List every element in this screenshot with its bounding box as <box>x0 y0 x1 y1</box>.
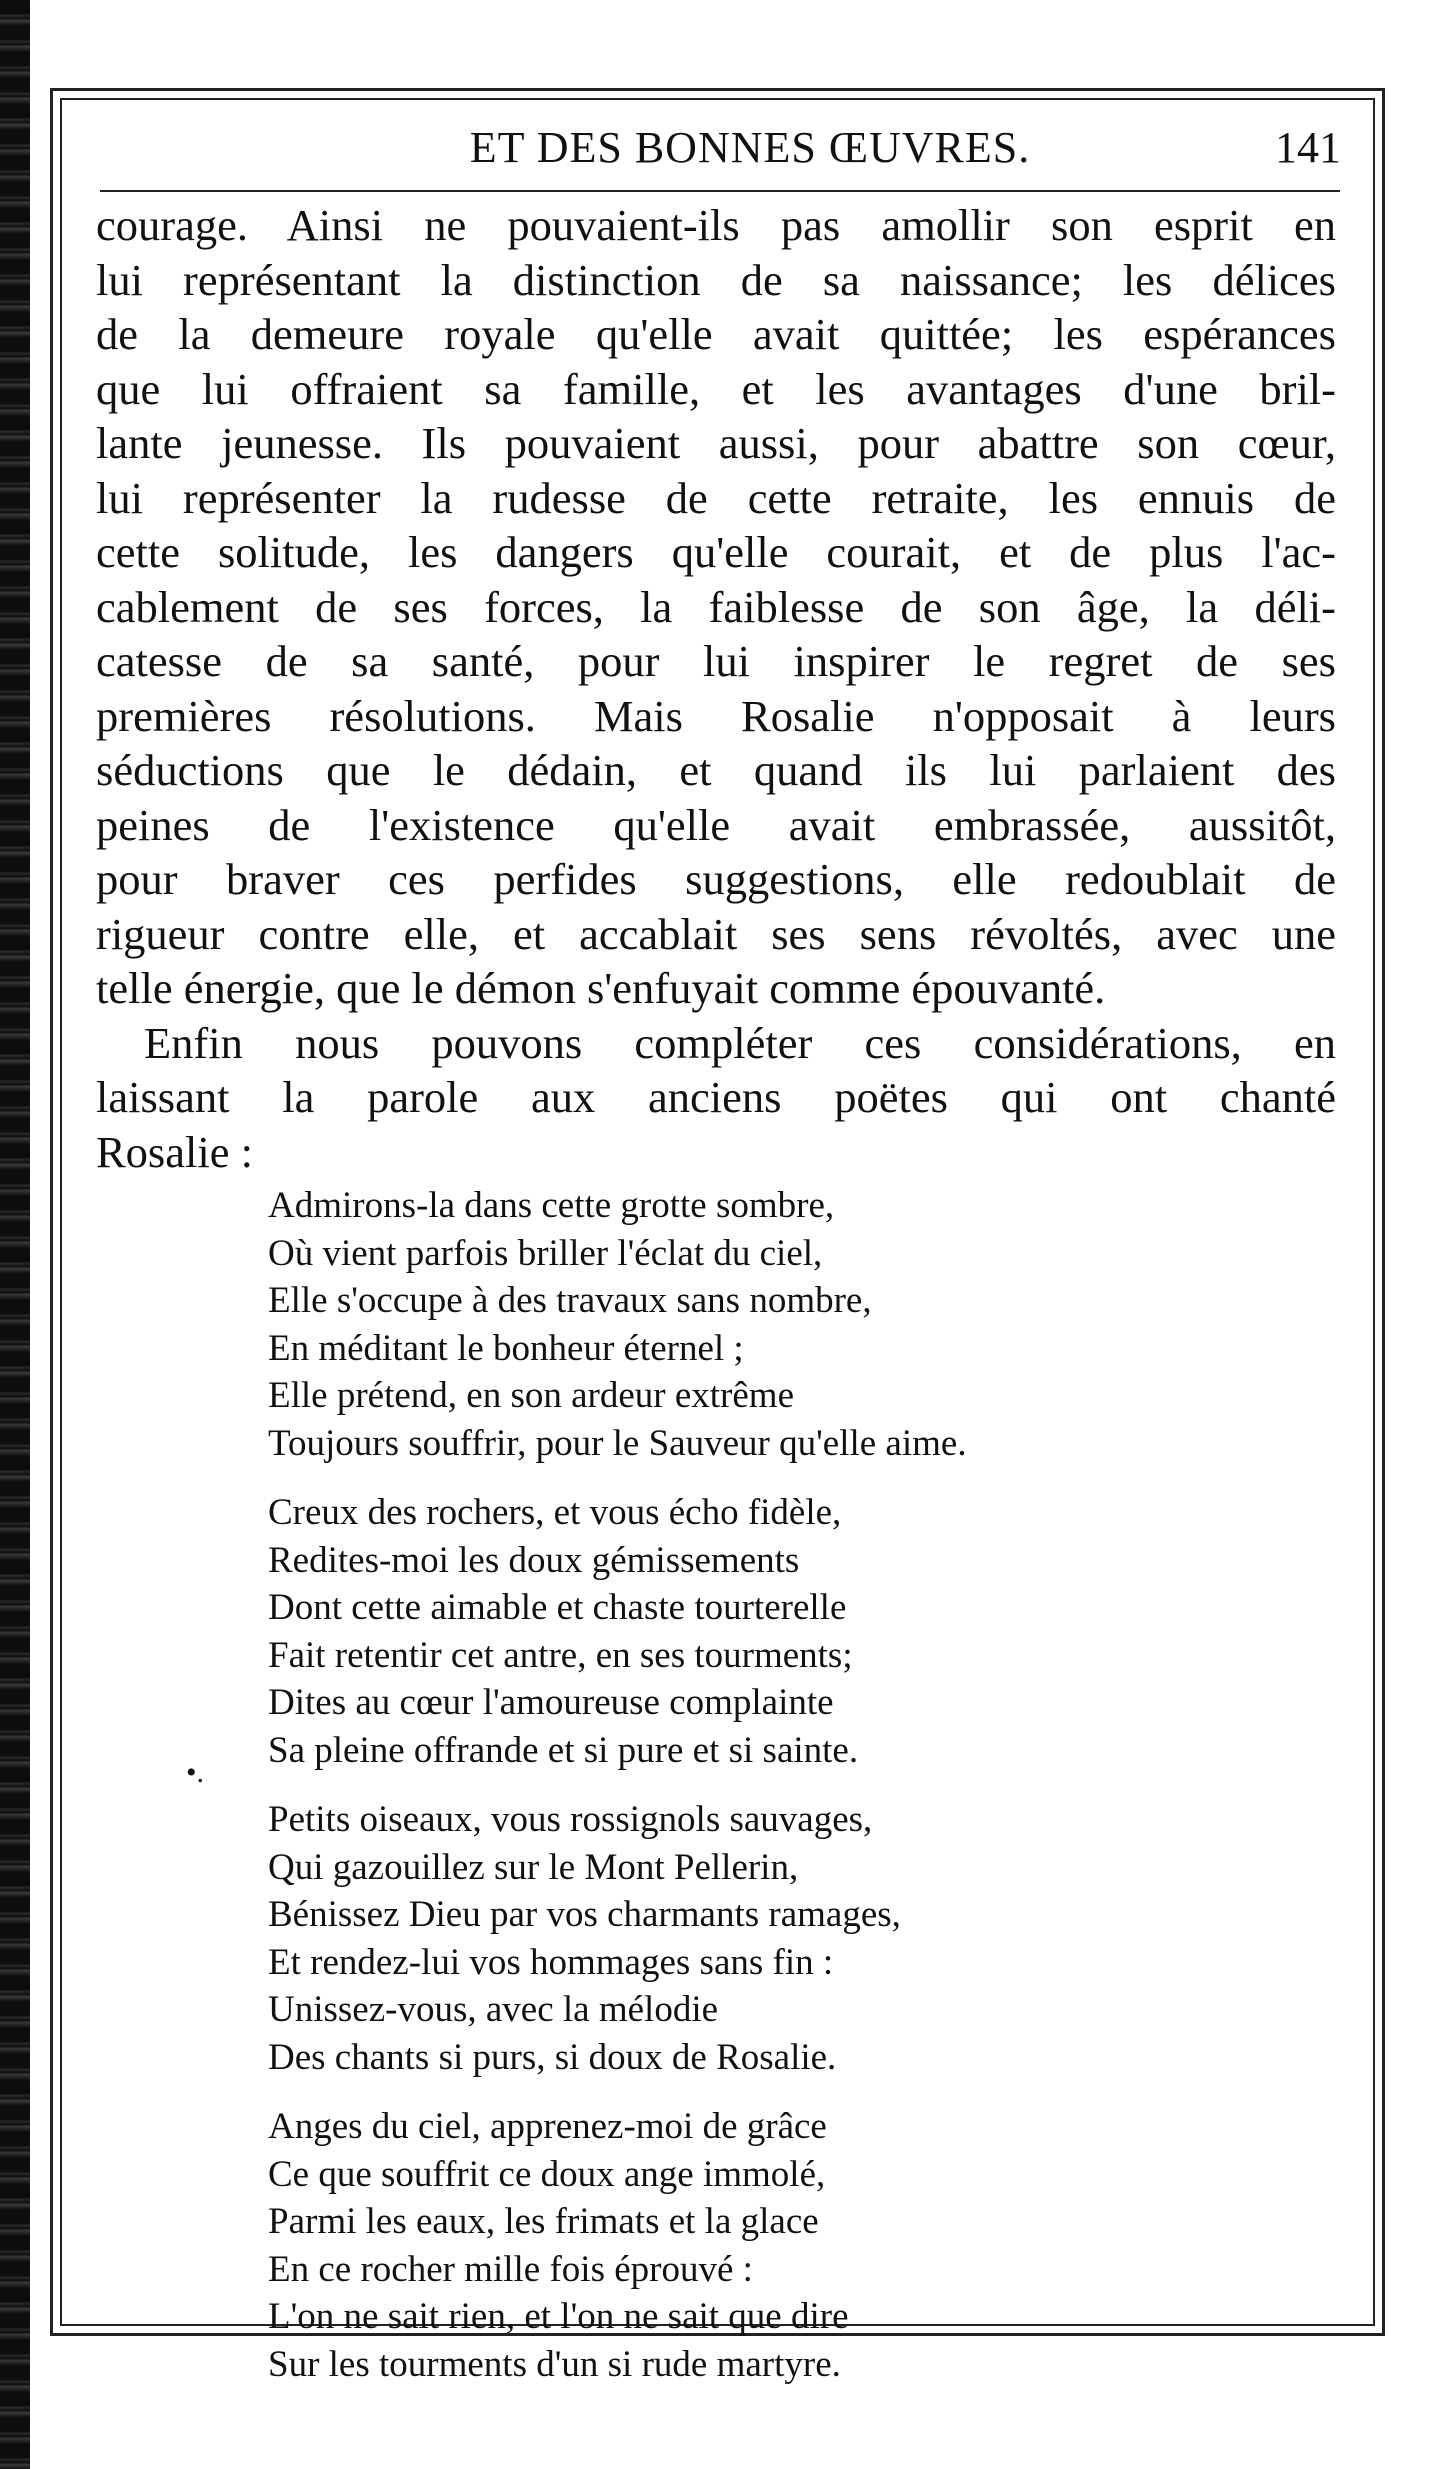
prose-line: lante jeunesse. Ils pouvaient aussi, pour abattre son cœur, <box>96 418 1336 468</box>
stanza <box>268 1796 1348 2081</box>
prose-line: Rosalie : <box>96 1126 253 1177</box>
verse-line: Anges du ciel, apprenez-moi de grâce <box>268 2106 827 2147</box>
verse-line: L'on ne sait rien, et l'on ne sait que dire <box>268 2296 849 2337</box>
prose-line: lui représentant la distinction de sa naissance; les délices <box>96 254 1336 305</box>
prose-line: séductions que le dédain, et quand ils lui parlaient des <box>96 745 1336 795</box>
verse-block <box>268 1182 1348 2410</box>
prose-line: peines de l'existence qu'elle avait embrassée, aussitôt, <box>96 799 1336 850</box>
verse-line: Admirons-la dans cette grotte sombre, <box>268 1185 835 1226</box>
page-number: 141 <box>1275 123 1341 172</box>
prose-line: de la demeure royale qu'elle avait quittée; les espérances <box>96 309 1336 359</box>
prose-line: telle énergie, que le démon s'enfuyait comme épouvanté. <box>96 963 1106 1013</box>
verse-line: Creux des rochers, et vous écho fidèle, <box>268 1492 842 1533</box>
prose-line: Enfin nous pouvons compléter ces considérations, en <box>144 1017 1336 1068</box>
verse-line: Bénissez Dieu par vos charmants ramages, <box>268 1894 901 1935</box>
binding-edge <box>0 0 30 2469</box>
prose-line: catesse de sa santé, pour lui inspirer le regret de ses <box>96 636 1336 686</box>
verse-line: Fait retentir cet antre, en ses tourments; <box>268 1634 853 1676</box>
verse-line: Ce que souffrit ce doux ange immolé, <box>268 2153 826 2195</box>
verse-line: Dont cette aimable et chaste tourterelle <box>268 1587 847 1628</box>
prose-line: cette solitude, les dangers qu'elle courait, et de plus l'ac- <box>96 527 1336 577</box>
stanza <box>268 1182 1348 1467</box>
prose-line: pour braver ces perfides suggestions, elle redoublait de <box>96 854 1336 904</box>
prose-line: courage. Ainsi ne pouvaient-ils pas amollir son esprit en <box>96 200 1336 250</box>
verse-line: Elle prétend, en son ardeur extrême <box>268 1375 794 1416</box>
verse-line: Unissez-vous, avec la mélodie <box>268 1989 719 2030</box>
running-title: ET DES BONNES ŒUVRES. <box>469 123 1031 172</box>
verse-line: Parmi les eaux, les frimats et la glace <box>268 2201 819 2242</box>
verse-line: Petits oiseaux, vous rossignols sauvages, <box>268 1799 873 1840</box>
verse-line: Redites-moi les doux gémissements <box>268 1539 800 1581</box>
prose-line: laissant la parole aux anciens poëtes qui ont chanté <box>96 1072 1336 1122</box>
verse-line: Des chants si purs, si doux de Rosalie. <box>268 2036 837 2078</box>
prose-body <box>96 198 1336 1179</box>
stray-mark: •. <box>186 1756 205 1789</box>
verse-line: Toujours souffrir, pour le Sauveur qu'elle aime. <box>268 1422 967 1464</box>
verse-line: En méditant le bonheur éternel ; <box>268 1327 744 1369</box>
prose-line: rigueur contre elle, et accablait ses sens révoltés, avec une <box>96 908 1336 959</box>
verse-line: Dites au cœur l'amoureuse complainte <box>268 1682 834 1723</box>
verse-line: Et rendez-lui vos hommages sans fin : <box>268 1941 834 1983</box>
verse-line: Sa pleine offrande et si pure et si sainte. <box>268 1729 859 1771</box>
verse-line: Où vient parfois briller l'éclat du ciel, <box>268 1232 823 1274</box>
paragraph-1 <box>96 198 1336 1016</box>
stanza <box>268 2103 1348 2388</box>
prose-line: que lui offraient sa famille, et les avantages d'une bril- <box>96 363 1336 414</box>
prose-line: lui représenter la rudesse de cette retraite, les ennuis de <box>96 472 1336 523</box>
prose-line: cablement de ses forces, la faiblesse de son âge, la déli- <box>96 581 1336 632</box>
stanza <box>268 1489 1348 1774</box>
prose-line: premières résolutions. Mais Rosalie n'opposait à leurs <box>96 690 1336 741</box>
verse-line: Elle s'occupe à des travaux sans nombre, <box>268 1280 872 1321</box>
paragraph-2 <box>96 1016 1336 1180</box>
verse-line: En ce rocher mille fois éprouvé : <box>268 2248 753 2290</box>
verse-line: Qui gazouillez sur le Mont Pellerin, <box>268 1846 799 1888</box>
running-head <box>60 112 1375 170</box>
header-rule <box>100 190 1340 192</box>
verse-line: Sur les tourments d'un si rude martyre. <box>268 2343 841 2385</box>
